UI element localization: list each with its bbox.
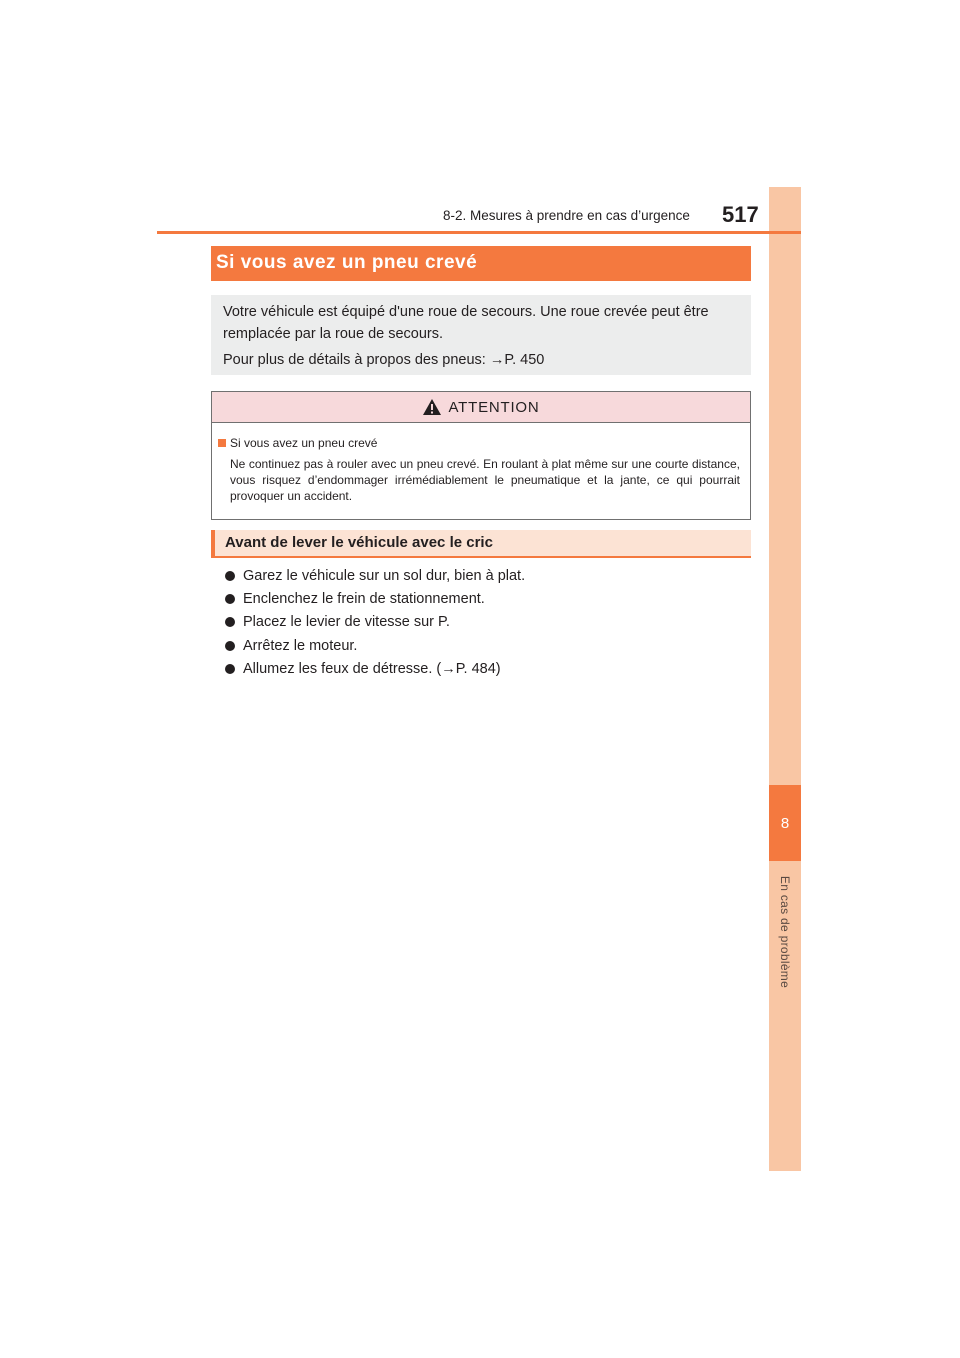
section-title: 8-2. Mesures à prendre en cas d’urgence xyxy=(443,208,690,223)
bullet-icon xyxy=(225,617,235,627)
page-number: 517 xyxy=(722,202,759,227)
list-item: Allumez les feux de détresse. (→P. 484) xyxy=(225,657,525,680)
intro-reference: Pour plus de détails à propos des pneus: →P. 450 xyxy=(223,352,545,368)
bullet-icon xyxy=(225,571,235,581)
intro-box xyxy=(211,295,751,375)
side-tab xyxy=(769,187,801,1171)
attention-text: Ne continuez pas à rouler avec un pneu crevé. En roulant à plat même sur une courte distance, vous risquez d’endommager irrémédiablement le pneumatique et la jante, ce qui pourrait provoquer un accident. xyxy=(230,457,740,503)
list-item: Placez le levier de vitesse sur P. xyxy=(225,611,525,634)
bullet-icon xyxy=(225,664,235,674)
bullet-icon xyxy=(225,641,235,651)
list-item: Enclenchez le frein de stationnement. xyxy=(225,587,525,610)
square-bullet-icon xyxy=(218,439,226,447)
instruction-list xyxy=(225,564,525,680)
list-item: Arrêtez le moteur. xyxy=(225,634,525,657)
intro-text: Votre véhicule est équipé d'une roue de secours. Une roue crevée peut être remplacée par la roue de secours. xyxy=(223,304,709,342)
subsection-title: Avant de lever le véhicule avec le cric xyxy=(211,530,751,558)
attention-heading: ATTENTION xyxy=(448,398,540,416)
chapter-number: 8 xyxy=(769,785,801,861)
chapter-title: En cas de problème xyxy=(778,875,792,989)
attention-body xyxy=(212,423,750,504)
attention-box xyxy=(211,391,751,520)
warning-triangle-icon xyxy=(422,398,442,416)
attention-item-label: Si vous avez un pneu crevé xyxy=(230,436,378,450)
bullet-icon xyxy=(225,594,235,604)
header-divider xyxy=(157,231,801,234)
attention-item-title xyxy=(218,435,740,451)
list-item: Garez le véhicule sur un sol dur, bien à plat. xyxy=(225,564,525,587)
attention-header xyxy=(212,392,750,423)
page-title: Si vous avez un pneu crevé xyxy=(211,246,751,281)
